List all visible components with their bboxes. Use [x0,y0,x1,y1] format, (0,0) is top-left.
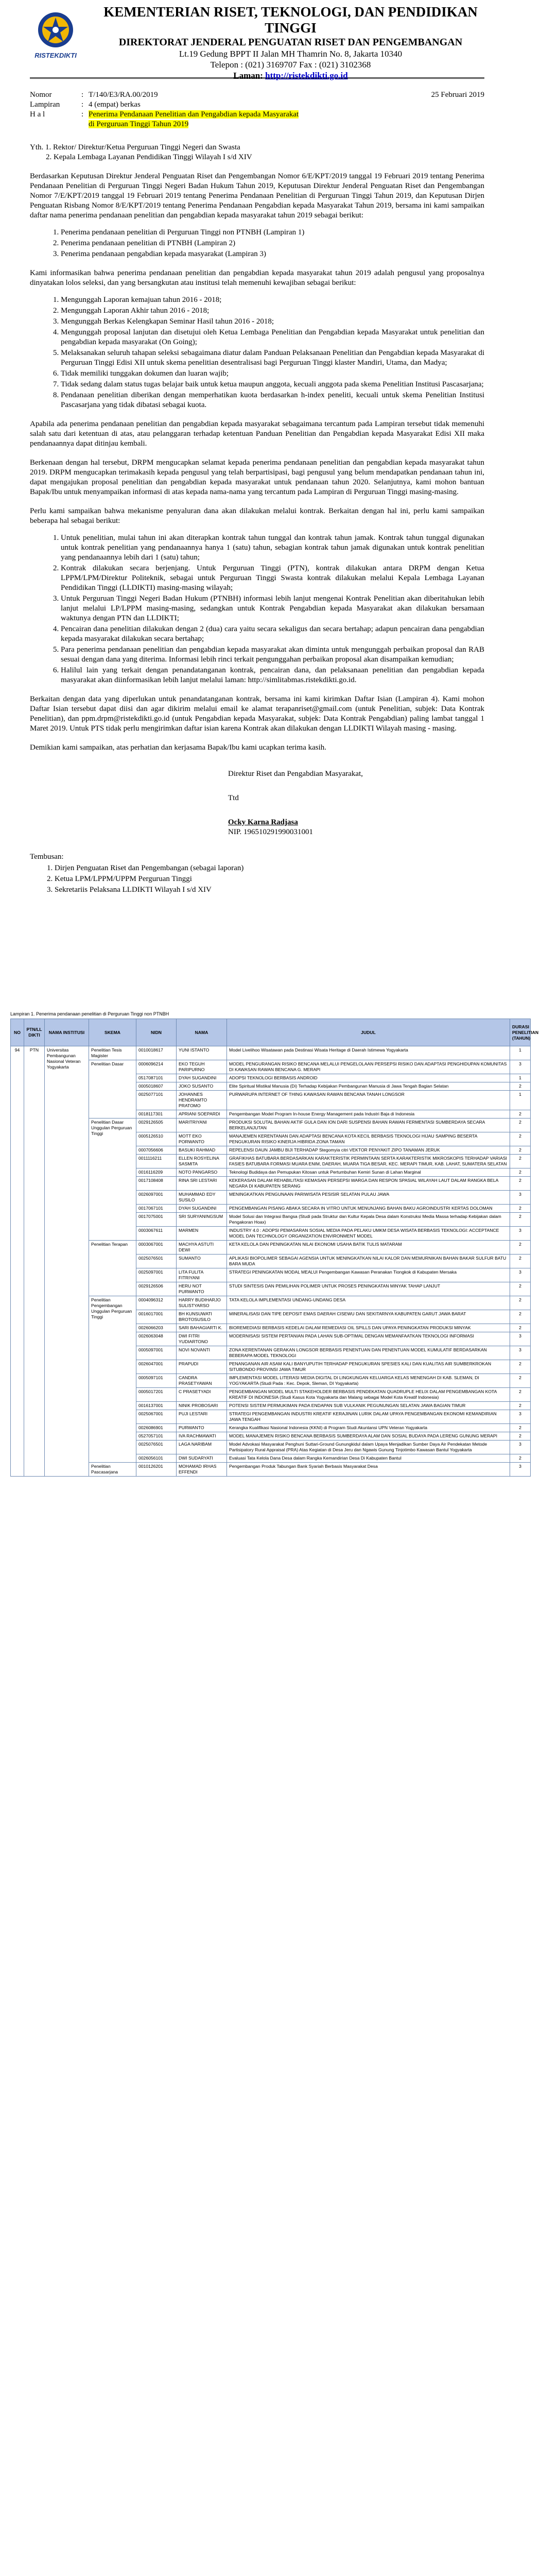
durasi-cell: 2 [510,1310,531,1324]
judul-cell: KEKERASAN DALAM REHABILITASI KEMASAN PERSEPSI WARGA DAN RESPON SPASIAL WILAYAH LAUT DALAM RANGKA BELA NEGARA DI KABUPATEN SERANG [227,1177,510,1191]
nama-cell: MARMEN [177,1227,227,1241]
nidn-cell: 0517087101 [136,1074,177,1082]
nama-cell: HARRY BUDIHARJO SULISTYARSO [177,1296,227,1310]
addressee-line-2: 2. Kepala Lembaga Layanan Pendidikan Tinggi Wilayah I s/d XIV [46,153,252,161]
nidn-cell: 0010018617 [136,1046,177,1060]
requirements-list [30,295,484,410]
table-row [11,1463,531,1477]
nidn-cell: 0005126510 [136,1132,177,1146]
kop-surat [97,4,484,81]
list-item: 8. Pendanaan penelitian diberikan dengan memperhatikan kuota berdasarkan h-index peneliti, kecuali untuk skema Penelitian Institusi Pascasarjana yang tidak dibatasi sebagai kuota. [61,391,484,410]
hal-label: H a l [30,110,45,118]
durasi-cell: 3 [510,1060,531,1074]
durasi-cell: 2 [510,1168,531,1177]
nidn-cell: 0004096312 [136,1296,177,1310]
nidn-cell: 0026086901 [136,1424,177,1432]
nama-cell: PURWANTO [177,1424,227,1432]
hal-line-1: Penerima Pendanaan Penelitian dan Pengabdian kepada Masyarakat [89,110,299,118]
judul-cell: Teknologi Budidaya dan Pemupukan Kitosan untuk Pertumbuhan Kemiri Sunan di Lahan Marginal [227,1168,510,1177]
paragraph-2: Kami informasikan bahwa penerima pendanaan penelitian dan pengabdian kepada masyarakat tahun 2019 adalah pengusul yang proposalnya dinyatakan lolos seleksi, dan yang bersangkutan atau institusi telah memenuhi kewajiban sebagai berikut: [30,269,484,287]
judul-cell: MODERNISASI SISTEM PERTANIAN PADA LAHAN SUB-OPTIMAL DENGAN MEMANFAATKAN TEKNOLOGI INFORMASI [227,1332,510,1346]
nama-cell: NOVI NOVANTI [177,1346,227,1360]
row-number: 94 [11,1046,24,1477]
judul-cell: INDUSTRY 4.0 : ADOPSI PEMASARAN SOSIAL MEDIA PADA PELAKU UMKM DESA WISATA BERBASIS TEKNOLOGI: ACCEPTANCE MODEL DAN TECHNOLOGY ORGANIZATION ENVIRONMENT MODEL [227,1227,510,1241]
durasi-cell: 2 [510,1282,531,1296]
judul-cell: PURWARUPA INTERNET OF THING KAWASAN RAWAN BENCANA TANAH LONGSOR [227,1091,510,1110]
nidn-cell: 0016017001 [136,1310,177,1324]
judul-cell: REPELENSI DAUN JAMBU BIJI TERHADAP Stegomyia citri VEKTOR PENYAKIT ZIPO TANAMAN JERUK [227,1146,510,1155]
nidn-cell: 0026047001 [136,1360,177,1374]
signature-title: Direktur Riset dan Pengabdian Masyarakat, [228,770,363,778]
nama-cell: MARITRIYANI [177,1118,227,1132]
nidn-cell: 0007056606 [136,1146,177,1155]
paragraph-1: Berdasarkan Keputusan Direktur Jenderal Penguatan Riset dan Pengembangan Nomor 6/E/KPT/2019 tanggal 19 Februari 2019 tentang Penerima Pendanaan Penelitian di Perguruan Tinggi Negeri Badan Hukum Tahun 2019, Keputusan Direktur Jenderal Penguatan Riset dan Pengembangan Nomor 7/E/KPT/2019 tanggal 19 Februari 2019 tentang Penerima Pendanaan Penelitian di Perguruan Tinggi Tahun 2019, dan Keputusan Dirjen Penguatan Risbang Nomor 8/E/KPT/2019 tentang Penerima Pendanaan Pengabdian kepada Masyarakat Tahun 2019, bersama ini kami sampaikan daftar nama penerima pendanaan penelitian dan pengabdian kepada masyarakat tahun 2019 sebagai berikut: [30,172,484,219]
list-item: 6. Tidak memiliki tunggakan dokumen dan luaran wajib; [61,369,484,379]
nidn-cell: 0025076501 [136,1440,177,1454]
durasi-cell: 2 [510,1296,531,1310]
list-item: 7. Tidak sedang dalam status tugas belajar baik untuk ketua maupun anggota, kecuali anggota pada skema Penelitian Institusi Pascasarjana; [61,380,484,389]
tembusan [30,853,484,895]
judul-cell: PENANGANAN AIR ASAM KALI BANYUPUTIH TERHADAP PENGUKURAN SPESIES KALI DAN KUALITAS AIR SUMBERKROKAN SITUBONDO PROVINSI JAWA TIMUR [227,1360,510,1374]
list-item: 1. Mengunggah Laporan kemajuan tahun 2016 - 2018; [61,295,484,305]
durasi-cell: 2 [510,1082,531,1091]
lampiran-1-body [11,1046,531,1477]
column-header: NO [11,1019,24,1046]
nama-cell: MACHYA ASTUTI DEWI [177,1241,227,1255]
nama-cell: ELLEN ROSYELINA SASMITA [177,1155,227,1168]
durasi-cell: 3 [510,1463,531,1477]
judul-cell: Pengembangan Produk Tabungan Bank Syariah Berbasis Masyarakat Desa [227,1463,510,1477]
judul-cell: Model Solusi dan Integrasi Bangsa (Studi pada Struktur dan Kultur Kepala Desa dalam Konstruksi Media Massa terhadap Kebijakan dalam Pengakoran Hoax) [227,1213,510,1227]
durasi-cell: 2 [510,1374,531,1388]
nomor-label: Nomor [30,91,52,99]
nidn-cell: 0025067001 [136,1410,177,1424]
skema-cell: Penelitian Dasar [89,1060,136,1118]
column-header: NAMA INSTITUSI [45,1019,89,1046]
addressee-line-1: Yth. 1. Rektor/ Direktur/Ketua Perguruan Tinggi Negeri dan Swasta [30,143,240,151]
nidn-cell: 0026063048 [136,1332,177,1346]
nidn-cell: 0026097001 [136,1191,177,1205]
nama-cell: DWI SUDARYATI [177,1454,227,1463]
durasi-cell: 2 [510,1402,531,1410]
durasi-cell: 3 [510,1191,531,1205]
nama-cell: MOTT EKO PORWANTO [177,1132,227,1146]
nidn-cell: 0011116211 [136,1155,177,1168]
table-row [11,1046,531,1060]
skema-cell: Penelitian Dasar Unggulan Perguruan Tinggi [89,1118,136,1241]
judul-cell: Pengembangan Model Program In-house Energy Management pada Industri Baja di Indonesia [227,1110,510,1118]
nidn-cell: 0017075001 [136,1213,177,1227]
durasi-cell: 3 [510,1227,531,1241]
ministry-name: KEMENTERIAN RISET, TEKNOLOGI, DAN PENDIDIKAN TINGGI [103,4,478,36]
judul-cell: MODEL PENGURANGAN RISIKO BENCANA MELALUI PENGELOLAAN PERSEPSI RISIKO DAN ADAPTASI PENGHIDUPAN KOMUNITAS DI KAWASAN RAWAN BENCANA G. MERAPI [227,1060,510,1074]
durasi-cell: 2 [510,1424,531,1432]
lampiran-list [30,228,484,259]
column-header: NAMA [177,1019,227,1046]
durasi-cell: 2 [510,1360,531,1374]
durasi-cell: 2 [510,1213,531,1227]
nidn-cell: 0029126506 [136,1282,177,1296]
nidn-cell: 0005097001 [136,1346,177,1360]
nidn-cell: 0026056101 [136,1454,177,1463]
nama-cell: YUNI ISTANTO [177,1046,227,1060]
judul-cell: STUDI SINTESIS DAN PEMILIHAN POLIMER UNTUK PROSES PENINGKATAN MINYAK TAHAP LANJUT [227,1282,510,1296]
paragraph-4: Berkenaan dengan hal tersebut, DRPM mengucapkan selamat kepada penerima pendanaan penelitian dan pengabdian kepada masyarakat tahun 2019. DRPM mengucapkan terimakasih kepada pengusul yang telah berpartisipasi, bagi pengusul yang belum mendapatkan pendanaan tahun ini, dapat mengajukan proposal penelitian dan pengabdian kepada masyarakat untuk pendanaan tahun 2020. Selanjutnya, kami mohon bantuan Bapak/Ibu untuk menyampaikan informasi di atas kepada nama-nama yang tercantum pada Lampiran di Perguruan Tinggi masing-masing. [30,459,484,496]
judul-cell: STRATEGI PENINGKATAN MODAL MEALUI Pengembangan Kawasan Peranakan Tiongkok di Kabupaten Mersaka [227,1268,510,1282]
nidn-cell: 0003067001 [136,1241,177,1255]
tembusan-label: Tembusan: [30,853,64,861]
nama-cell: PUJI LESTARI [177,1410,227,1424]
durasi-cell: 3 [510,1268,531,1282]
list-item: 5. Melaksanakan seluruh tahapan seleksi sebagaimana diatur dalam Panduan Pelaksanaan Penelitian dan Pengabdian kepada Masyarakat di Perguruan Tinggi Edisi XII untuk skema penelitian desentralisasi bagi Perguruan Tinggi klaster Mandiri, Utama, dan Madya; [61,348,484,368]
nama-cell: SARI BAHAGIARTI K. [177,1324,227,1332]
judul-cell: MENINGKATKAN PENGUNAAN PARIWISATA PESISIR SELATAN PULAU JAWA [227,1191,510,1205]
nidn-cell: 0003067611 [136,1227,177,1241]
nidn-cell: 0029126505 [136,1118,177,1132]
list-item: 1. Dirjen Penguatan Riset dan Pengembangan (sebagai laporan) [55,863,484,873]
list-item: 3. Mengunggah Berkas Kelengkapan Seminar Hasil tahun 2016 - 2018; [61,317,484,327]
judul-cell: Kerangka Kualifikasi Nasional Indonesia (KKNI) di Program Studi Akuntansi UPN Veteran Yogyakarta [227,1424,510,1432]
durasi-cell: 1 [510,1046,531,1060]
nama-cell: IVA RACHMAWATI [177,1432,227,1440]
durasi-cell: 2 [510,1146,531,1155]
letter-meta [30,90,484,129]
nidn-cell: 0016116209 [136,1168,177,1177]
list-item: 1. Penerima pendanaan penelitian di Perguruan Tinggi non PTNBH (Lampiran 1) [61,228,484,238]
skema-cell: Penelitian Terapan [89,1241,136,1296]
institution-cell: Universitas Pembangunan Nasional Veteran Yogyakarta [45,1046,89,1477]
nidn-cell: 0017067101 [136,1205,177,1213]
nama-cell: DYAH SUGANDINI [177,1205,227,1213]
nama-cell: APRIANI SOEPARDI [177,1110,227,1118]
list-item: 2. Kontrak dilakukan secara berjenjang. Untuk Perguruan Tinggi (PTN), kontrak dilakukan antara DRPM dengan Ketua LPPM/LPM/Direktur Politeknik, sebagai untuk Perguruan Tinggi Swasta kontrak dilakukan melalui Kepala Lembaga Layanan Pendidikan Tinggi (LLDIKTI) masing-masing wilayah; [61,564,484,593]
nidn-cell: 0025077101 [136,1091,177,1110]
skema-cell: Penelitian Pascasarjana [89,1463,136,1477]
nama-cell: EKO TEGUH PARIPURNO [177,1060,227,1074]
tembusan-list [30,863,484,895]
nama-cell: DWI FITRI YUDIARTONO [177,1332,227,1346]
durasi-cell: 2 [510,1432,531,1440]
signatory-name: Ocky Karna Radjasa [228,818,298,826]
column-header: PTN/LL DIKTI [24,1019,45,1046]
address-line: Lt.19 Gedung BPPT II Jalan MH Thamrin No. 8, Jakarta 10340 [179,49,403,59]
durasi-cell: 1 [510,1074,531,1082]
nama-cell: BASUKI RAHMAD [177,1146,227,1155]
durasi-cell: 3 [510,1332,531,1346]
durasi-cell: 2 [510,1241,531,1255]
nidn-cell: 0005018607 [136,1082,177,1091]
nama-cell: CANDRA PRASETYAWAN [177,1374,227,1388]
durasi-cell: 2 [510,1388,531,1402]
nama-cell: PRAPUDI [177,1360,227,1374]
nidn-cell: 0005097101 [136,1374,177,1388]
judul-cell: MANAJEMEN KERENTANAN DAN ADAPTASI BENCANA KOTA KECIL BERBASIS TEKNOLOGI HIJAU SAMPING BESERTA PENGUKURAN RISIKO KINERJA HIBRIDA ZONA TAMAN [227,1132,510,1146]
judul-cell: Model Livelihoo Wisatawan pada Destinasi Wisata Heritage di Daerah Istimewa Yogyakarta [227,1046,510,1060]
ristekdikti-logo-icon [35,9,76,50]
nama-cell: BH KUNSUWATI BROTOSUSILO [177,1310,227,1324]
nidn-cell: 0006096214 [136,1060,177,1074]
durasi-cell: 3 [510,1440,531,1454]
table-row [11,1241,531,1255]
durasi-cell: 2 [510,1155,531,1168]
list-item: 2. Ketua LPM/LPPM/UPPM Perguruan Tinggi [55,874,484,884]
column-header: DURASI PENELITIAN (TAHUN) [510,1019,531,1046]
list-item: 2. Penerima pendanaan penelitian di PTNBH (Lampiran 2) [61,239,484,248]
logo-text: RISTEKDIKTI [34,52,77,59]
judul-cell: PENGEMBANGAN PISANG ABAKA SECARA IN VITRO UNTUK MENUNJANG BAHAN BAKU AGROINDUSTRI KERTAS DOLOMAN [227,1205,510,1213]
column-header: SKEMA [89,1019,136,1046]
nidn-cell: 0018117301 [136,1110,177,1118]
durasi-cell: 3 [510,1346,531,1360]
hal-value [89,110,484,129]
paragraph-3: Apabila ada penerima pendanaan penelitian dan pengabdian kepada masyarakat sebagaimana tercantum pada Lampiran tersebut tidak memenuhi salah satu dari ketentuan di atas, atau pelanggaran terhadap ketentuan Panduan Penelitian dan Pengabdian kepada Masyarakat Edisi XII maka pendanaannya dapat ditinjau kembali. [30,420,484,448]
table-row [11,1060,531,1074]
column-header: NIDN [136,1019,177,1046]
logo [30,9,81,59]
nidn-cell: 0017108408 [136,1177,177,1191]
list-item: 5. Para penerima pendanaan penelitian dan pengabdian kepada masyarakat akan diminta untuk mengunggah perbaikan proposal dan RAB sesuai dengan dana yang diterima. Informasi lebih rinci terkait pengunggahan perbaikan proposal akan disampaikan kemudian; [61,645,484,665]
durasi-cell: 1 [510,1091,531,1110]
list-item: 3. Sekretariis Pelaksana LLDIKTI Wilayah I s/d XIV [55,885,484,895]
list-item: 4. Mengunggah proposal lanjutan dan disetujui oleh Ketua Lembaga Penelitian dan Pengabdian kepada Masyarakat untuk penelitian dan pengabdian kepada masyarakat (On Going); [61,328,484,347]
judul-cell: APLIKASI BIOPOLIMER SEBAGAI AGENSIA UNTUK MENINGKATKAN NILAI KALOR DAN MEMURNIKAN BAHAN BAKAR SULFUR BATU BARA MUDA [227,1255,510,1268]
letter [0,0,541,896]
signatory-nip: NIP. 196510291990031001 [228,828,313,836]
hal-row [30,110,484,129]
lampiran-1 [10,1011,539,1477]
list-item: 4. Pencairan dana penelitian dilakukan dengan 2 (dua) cara yaitu secara sekaligus dan secara bertahap; adapun pencairan dana pengabdian kepada masyarakat dilakukan secara bertahap; [61,624,484,644]
skema-cell: Penelitian Tesis Magister [89,1046,136,1060]
skema-cell: Penelitian Pengembangan Unggulan Perguruan Tinggi [89,1296,136,1463]
paragraph-6: Berkaitan dengan data yang diperlukan untuk penandatanganan kontrak, bersama ini kami kirimkan Daftar Isian (Lampiran 4). Kami mohon Daftar Isian tersebut dapat diisi dan agar dikirim melalui email ke alamat terapanriset@gmail.com (untuk Penelitian, subjek: Data Kontrak Penelitian), dan ppm.drpm@ristekdikti.go.id (untuk Pengabdian kepada Masyarakat, subjek: Data Kontrak Pengabdian) paling lambat tanggal 1 Maret 2019. Untuk PTS tidak perlu mengirimkan daftar isian karena Kontrak akan dilakukan dengan LLDIKTI Wilayah masing - masing. [30,695,484,733]
judul-cell: BIOREMEDIASI BERBASIS KEDELAI DALAM REMEDIASI OIL SPILLS DAN UPAYA PENINGKATAN PRODUKSI MINYAK [227,1324,510,1332]
nomor-row [30,90,484,100]
durasi-cell: 2 [510,1110,531,1118]
colon: : [81,110,84,118]
nidn-cell: 0005017201 [136,1388,177,1402]
judul-cell: Model Advokasi Masyarakat Penghuni Suttari-Ground Gunungkidul dalam Upaya Menjadikan Sumber Daya Air Pendekatan Metode Partisipatory Rural Appraisal (PRA) Atas Kegiatan di Desa Jeru dan Ngawis Gunung Tinjotimbo Kawasan Bantul Yogyakarta [227,1440,510,1454]
durasi-cell: 2 [510,1177,531,1191]
judul-cell: Elite Spiritual Mistikal Manusia (Di) Terhadap Kebijakan Pembangunan Manusia di Jawa Tengah Bagian Selatan [227,1082,510,1091]
nama-cell: MUHAMMAD EDY SUSILO [177,1191,227,1205]
nomor-value: T/140/E3/RA.00/2019 [89,91,158,99]
nidn-cell: 0527057101 [136,1432,177,1440]
judul-cell: IMPLEMENTASI MODEL LITERASI MEDIA DIGITAL DI LINGKUNGAN KELUARGA KELAS MENENGAH DI KAB. SLEMAN, DI YOGYAKARTA (Studi Pada : Kec. Depok, Sleman, DI Yogyakarta) [227,1374,510,1388]
durasi-cell: 3 [510,1410,531,1424]
column-header: JUDUL [227,1019,510,1046]
nama-cell: JOHANNES HENDRAMTO PRATOMO [177,1091,227,1110]
judul-cell: PENGEMBANGAN MODEL MULTI STAKEHOLDER BERBASIS PENDEKATAN QUADRUPLE HELIX DALAM PENGEMBANGAN KOTA KREATIF DI INDONESIA (Studi Kasus Kota Yogyakarta dan Malang sebagai Model Kota Kreatif Indonesia) [227,1388,510,1402]
list-item: 6. Halilul lain yang terkait dengan penandatanganan kontrak, pencairan dana, dan pelaksanaan penelitian dan pengabdian kepada masyarakat akan diinformasikan lebih lanjut melalui laman: http://simlitabmas.ristekdikti.go.id. [61,666,484,685]
judul-cell: MINERALISASI DAN TIPE DEPOSIT EMAS DAERAH CISEWU DAN SEKITARNYA KABUPATEN GARUT JAWA BARAT [227,1310,510,1324]
nidn-cell: 0025076501 [136,1255,177,1268]
lampiran-value: 4 (empat) berkas [89,100,141,109]
list-item: 3. Penerima pendanaan pengabdian kepada masyarakat (Lampiran 3) [61,249,484,259]
nama-cell: LAGA NARIBAM [177,1440,227,1454]
signature-block [228,769,484,837]
lampiran-1-title: Lampiran 1. Penerima pendanaan penelitian di Perguruan Tinggi non PTNBH [10,1011,169,1016]
nama-cell: RINA SRI LESTARI [177,1177,227,1191]
lampiran-label: Lampiran [30,100,60,109]
judul-cell: Evaluasi Tata Kelola Dana Desa dalam Rangka Kemandirian Desa Di Kabupaten Bantul [227,1454,510,1463]
nama-cell: LITA FULITA FITRIYANI [177,1268,227,1282]
nama-cell: SRI SURYANINGSUM [177,1213,227,1227]
nama-cell: C PRASETYADI [177,1388,227,1402]
judul-cell: STRATEGI PENGEMBANGAN INDUSTRI KREATIF KERAJINAN LURIK DALAM UPAYA PENGEMBANGAN EKONOMI KEMANDIRIAN JAWA TENGAH [227,1410,510,1424]
list-item: 1. Untuk penelitian, mulai tahun ini akan diterapkan kontrak tahun tunggal dan kontrak tahun jamak. Kontrak tahun tunggal digunakan untuk kontrak penelitian yang pendanaannya hanya 1 (satu) tahun, sebagian kontrak tahun jamak digunakan untuk kontrak penelitian yang pendanaannya lebih dari 1 (satu) tahun; [61,533,484,563]
durasi-cell: 2 [510,1324,531,1332]
website-line [97,70,484,81]
nama-cell: JOKO SUSANTO [177,1082,227,1091]
nidn-cell: 0010126201 [136,1463,177,1477]
paragraph-7: Demikian kami sampaikan, atas perhatian dan kerjasama Bapak/Ibu kami ucapkan terima kasih. [30,743,327,752]
contract-list [30,533,484,685]
judul-cell: MODEL MANAJEMEN RISIKO BENCANA BERBASIS SUMBERDAYA ALAM DAN SOSIAL BUDAYA PADA LERENG GUNUNG MERAPI [227,1432,510,1440]
nama-cell: HERU NOT PURWANTO [177,1282,227,1296]
website-link[interactable]: http://ristekdikti.go.id [265,71,348,80]
nama-cell: NOTO PANGARSO [177,1168,227,1177]
nama-cell: MOHAMAD IRHAS EFFENDI [177,1463,227,1477]
addressee [30,143,484,162]
durasi-cell: 2 [510,1454,531,1463]
ptn-cell: PTN [24,1046,45,1477]
list-item: 2. Mengunggah Laporan Akhir tahun 2016 - 2018; [61,306,484,316]
colon: : [81,91,84,99]
durasi-cell: 2 [510,1118,531,1132]
lampiran-1-table [10,1019,539,1477]
nama-cell: DYAH SUGANDINI [177,1074,227,1082]
phone-line: Telepon : (021) 3169707 Fax : (021) 3102368 [210,60,371,70]
judul-cell: GRAFIKHAS BATUBARA BERDASARKAN KARAKTERISTIK PERMINTAAN SERTA KARAKTERISTIK MIKROSKOPIS TERHADAP VARIASI FASIES BATUBARA FORMASI MUARA ENIM, DAERAH, MUARA TIGA BESAR, KEC. MERAPI TIMUR, KAB. LAHAT, SUMATERA SELATAN [227,1155,510,1168]
durasi-cell: 2 [510,1255,531,1268]
letterhead [30,0,484,79]
table-row [11,1118,531,1132]
signature-ttd: Ttd [228,794,239,802]
letter-date: 25 Februari 2019 [431,91,484,99]
paragraph-5: Perlu kami sampaikan bahwa mekanisme penyaluran dana akan dilakukan melalui kontrak. Berkaitan dengan hal ini, perlu kami sampaikan beberapa hal sebagai berikut: [30,507,484,525]
directorate-name: DIREKTORAT JENDERAL PENGUATAN RISET DAN PENGEMBANGAN [118,37,463,48]
nama-cell: NINIK PROBOSARI [177,1402,227,1410]
judul-cell: PRODUKSI SOLUTAL BAHAN AKTIF GULA DAN ION DARI SUSPENSI BAHAN RAWAN FERMENTASI SUMBERDAYA SECARA BERKELANJUTAN [227,1118,510,1132]
hal-line-2: di Perguruan Tinggi Tahun 2019 [89,120,189,128]
table-header-row [11,1019,531,1046]
durasi-cell: 2 [510,1132,531,1146]
judul-cell: ADOPSI TEKNOLOGI BERBASIS ANDROID [227,1074,510,1082]
table-row [11,1296,531,1310]
judul-cell: KETA KELOLA DAN PENINGKATAN NILAI EKONOMI USAHA BATIK TULIS MATARAM [227,1241,510,1255]
nidn-cell: 0025097001 [136,1268,177,1282]
judul-cell: TATA KELOLA IMPLEMENTASI UNDANG-UNDANG DESA [227,1296,510,1310]
nidn-cell: 0016137001 [136,1402,177,1410]
nama-cell: SUMANTO [177,1255,227,1268]
website-label: Laman: [233,71,263,80]
colon: : [81,100,84,109]
judul-cell: POTENSI SISTEM PERMUKIMAN PADA ENDAPAN SUB VULKANIK PEGUNUNGAN SELATAN JAWA BAGIAN TIMUR [227,1402,510,1410]
lampiran-row [30,100,484,110]
list-item: 3. Untuk Perguruan Tinggi Negeri Badan Hukum (PTNBH) informasi lebih lanjut mengenai Kontrak Penelitian akan diberitahukan lebih lanjut melalui LP/LPPM masing-masing, sedangkan untuk Kontrak Pengabdian kepada Masyarakat akan dilakukan bersamaan waktunya dengan PTN dan LLDIKTI; [61,594,484,623]
judul-cell: ZONA KERENTANAN GERAKAN LONGSOR BERBASIS PENENTUAN DAN PENENTUAN MODEL KUMULATIF BERDASARKAN BEBERAPA MODEL TEKNOLOGI [227,1346,510,1360]
nidn-cell: 0026066203 [136,1324,177,1332]
durasi-cell: 2 [510,1205,531,1213]
